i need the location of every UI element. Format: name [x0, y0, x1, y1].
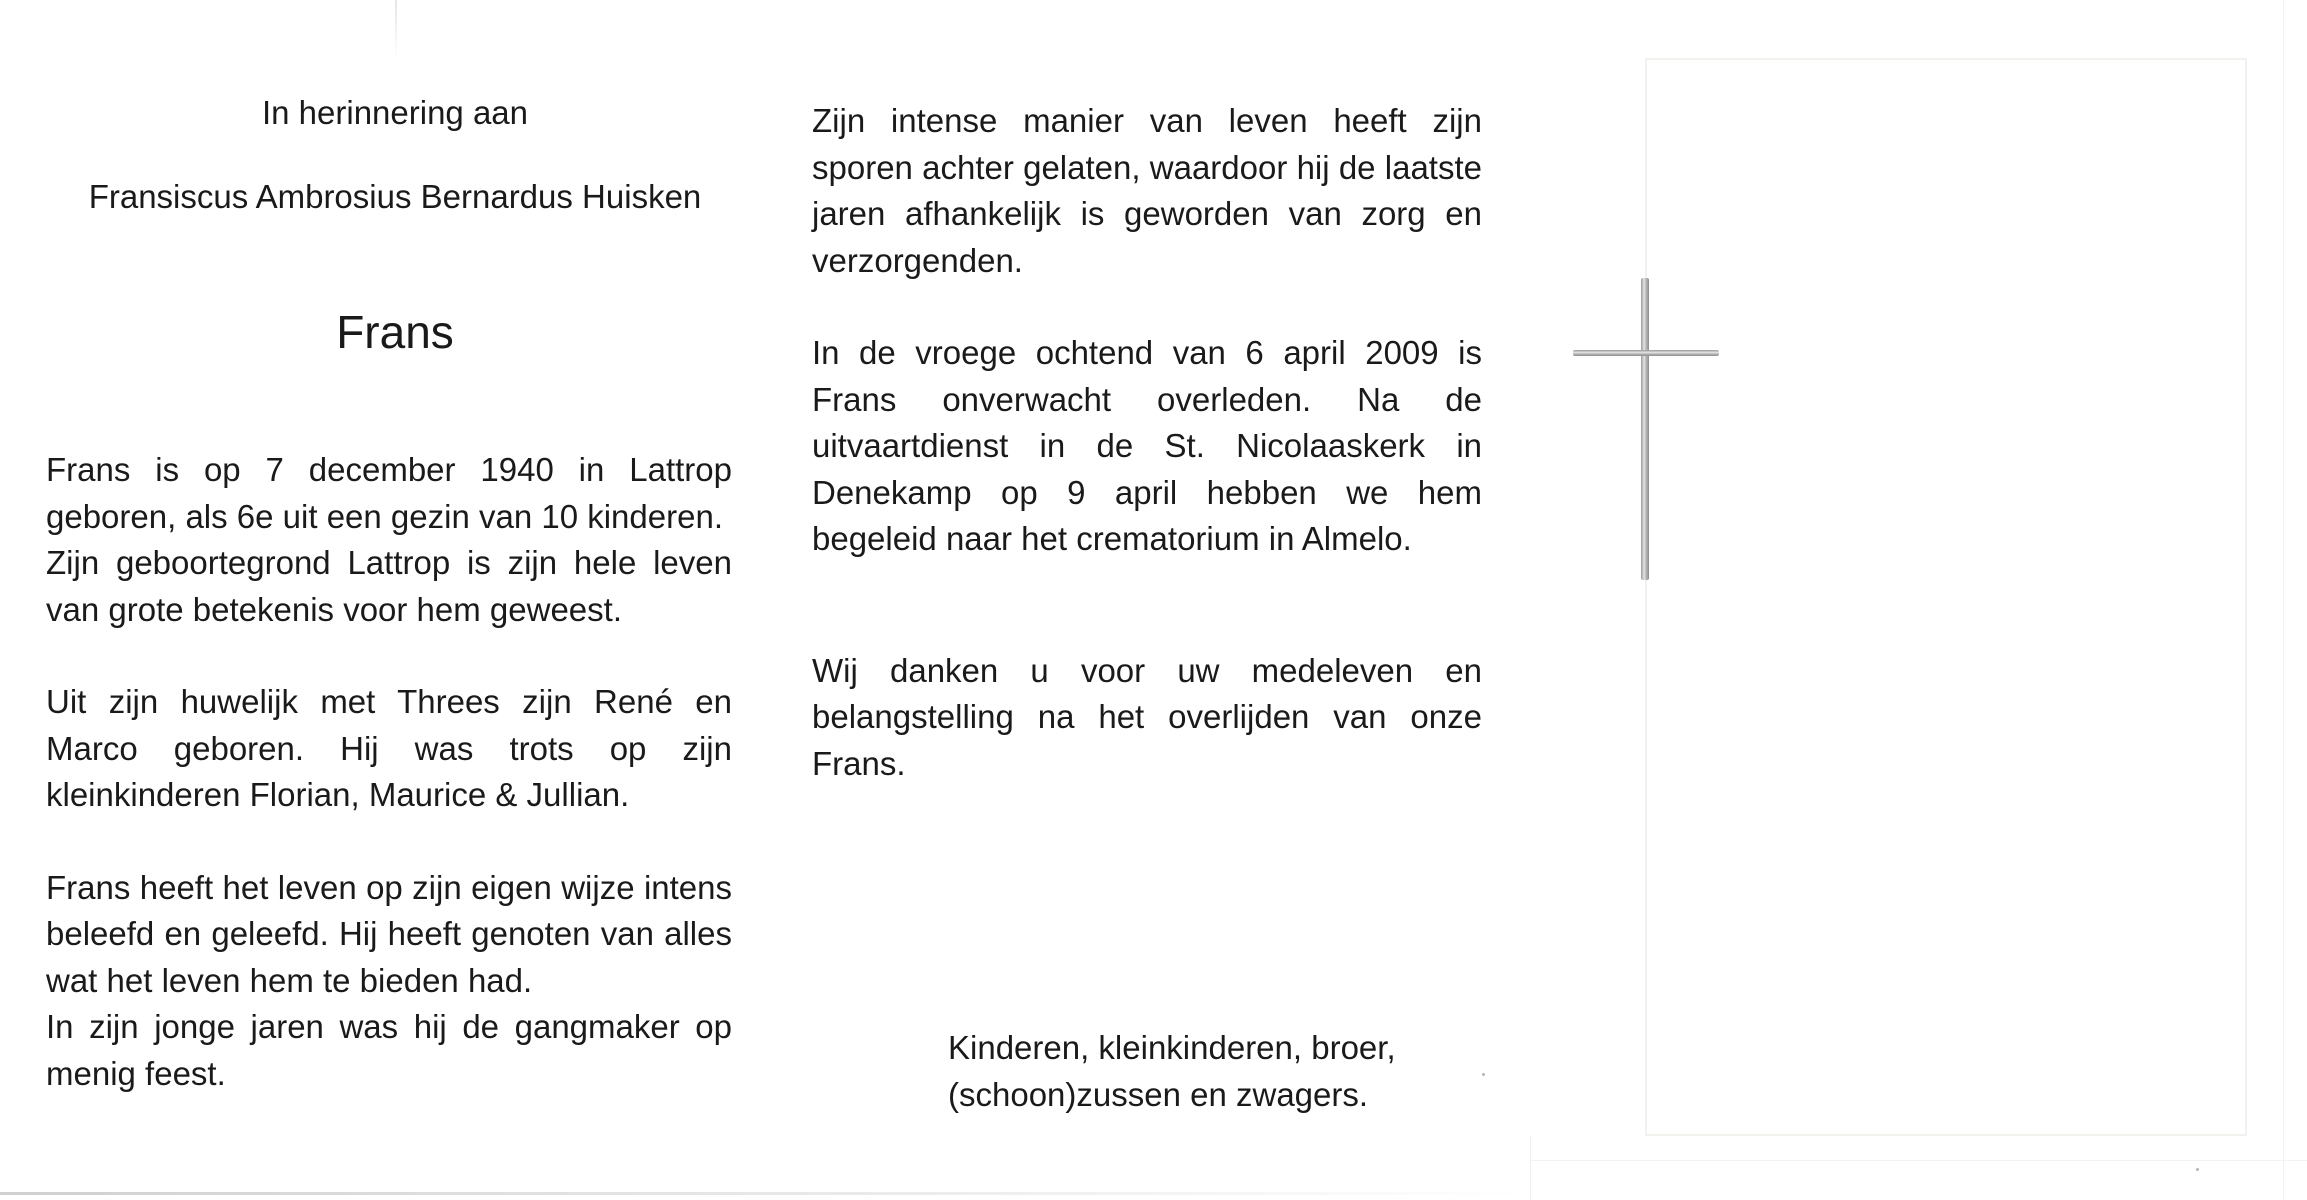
in-memory-heading: In herinnering aan [261, 94, 529, 131]
middle-text-column [812, 98, 1482, 787]
full-name: Fransiscus Ambrosius Bernardus Huisken [88, 178, 702, 215]
frame-edge-bottom [1530, 1160, 2307, 1161]
left-text-column [46, 447, 732, 1097]
paragraph-lattrop: Zijn geboortegrond Lattrop is zijn hele leven van grote betekenis voor hem geweest. [46, 544, 732, 628]
bottom-edge-shadow [0, 1192, 1530, 1195]
photo-frame [1645, 58, 2247, 1136]
top-edge-shadow [395, 0, 397, 60]
signature-line-2: (schoon)zussen en zwagers. [948, 1075, 1369, 1113]
fold-line [1530, 1135, 1531, 1200]
paragraph-life: Frans heeft het leven op zijn eigen wijze intens beleefd en geleefd. Hij heeft genoten van alles wat het leven hem te bieden had. [46, 868, 732, 999]
cross-horizontal-bar [1573, 350, 1719, 356]
signature-line-1: Kinderen, kleinkinderen, broer, [948, 1029, 1396, 1066]
signature [948, 1025, 1468, 1118]
paragraph-passing: In de vroege ochtend van 6 april 2009 is Frans onverwacht overleden. Na de uitvaartdienst in de St. Nicolaaskerk in Denekamp op 9 april hebben we hem begeleid naar het crematorium in Almelo. [812, 334, 1482, 557]
paragraph-marriage: Uit zijn huwelijk met Threes zijn René en Marco geboren. Hij was trots op zijn kleinkinderen Florian, Maurice & Jullian. [46, 683, 732, 813]
paragraph-birth: Frans is op 7 december 1940 in Lattrop geboren, als 6e uit een gezin van 10 kinderen. [46, 451, 732, 535]
paragraph-thanks: Wij danken u voor uw medeleven en belangstelling na het overlijden van onze Frans. [812, 651, 1482, 782]
dust-speck [1482, 1073, 1485, 1076]
paragraph-intense-life: Zijn intense manier van leven heeft zijn sporen achter gelaten, waardoor hij de laatste jaren afhankelijk is geworden van zorg en verzorgenden. [812, 102, 1482, 279]
frame-edge-right [2283, 0, 2284, 1200]
paragraph-young-years: In zijn jonge jaren was hij de gangmaker op menig feest. [46, 1008, 732, 1092]
cross-vertical-bar [1641, 278, 1649, 580]
dust-speck [2196, 1168, 2199, 1171]
first-name-title: Frans [336, 306, 454, 358]
